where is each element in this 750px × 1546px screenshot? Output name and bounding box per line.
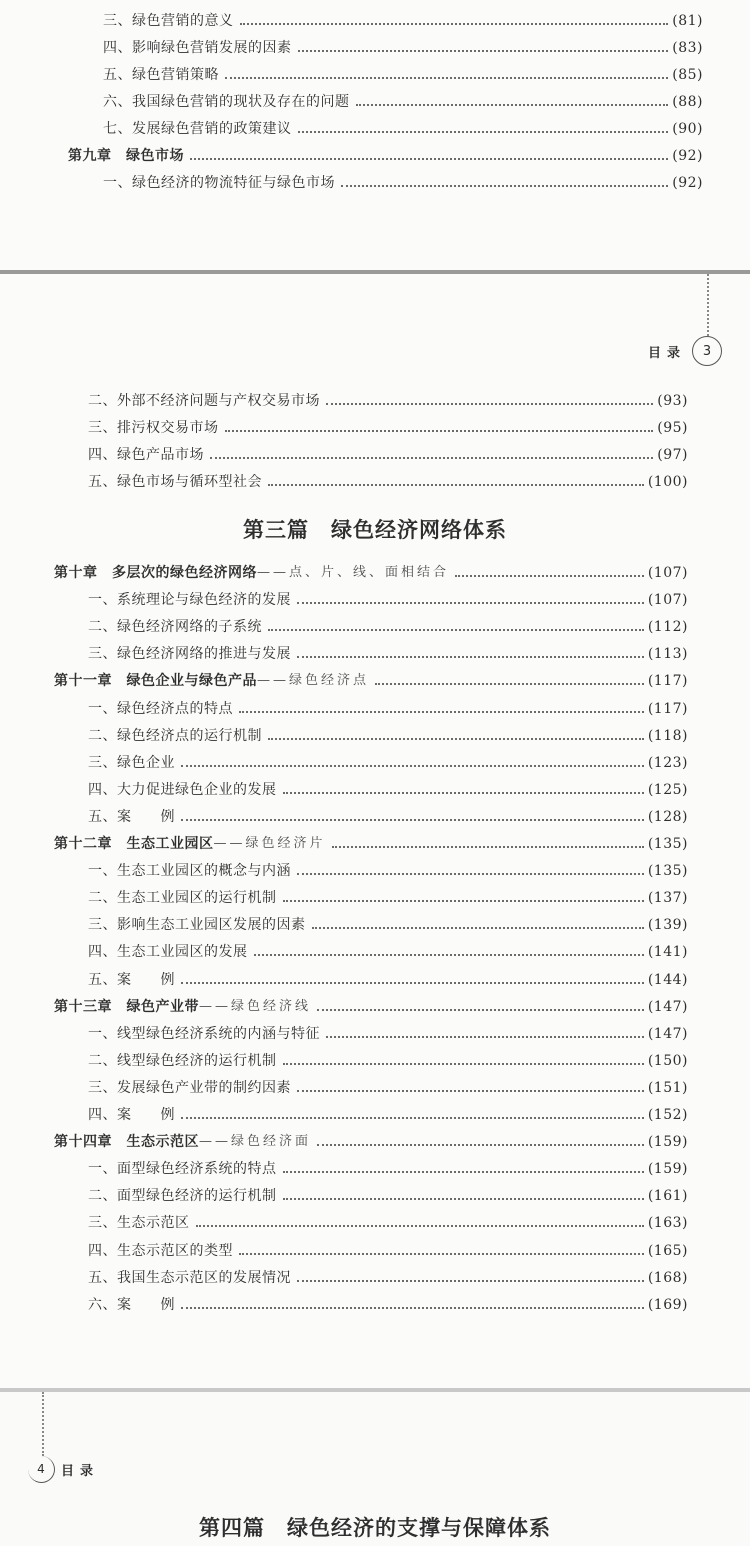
chapter-subtitle: ——绿色经济片 <box>213 836 326 851</box>
entry-page: (85) <box>672 67 703 83</box>
entry-label: 一、系统理论与绿色经济的发展 <box>88 592 291 609</box>
entry-page: (161) <box>647 1188 688 1205</box>
entry-label: 五、我国生态示范区的发展情况 <box>88 1269 291 1286</box>
entry-page: (152) <box>647 1107 688 1123</box>
leader-dots <box>297 873 644 875</box>
leader-dots <box>298 131 669 133</box>
entry-label: 四、生态示范区的类型 <box>88 1242 233 1259</box>
page-number-badge: 4 <box>28 1456 55 1483</box>
entry-label: 三、发展绿色产业带的制约因素 <box>88 1079 291 1096</box>
entry-label: 一、绿色经济的物流特征与绿色市场 <box>103 175 335 191</box>
entry-page: (93) <box>657 393 688 409</box>
entry-page: (117) <box>647 673 688 690</box>
entry-label: 二、外部不经济问题与产权交易市场 <box>88 393 320 409</box>
chapter-label: 第九章 绿色市场 <box>68 148 184 164</box>
toc-entry[interactable] <box>103 112 703 138</box>
entry-page: (123) <box>647 754 688 771</box>
toc-entry[interactable] <box>88 610 688 636</box>
toc-entry[interactable] <box>88 1288 688 1314</box>
entry-page: (112) <box>647 619 688 636</box>
entry-page: (139) <box>647 917 688 934</box>
leader-dots <box>181 819 644 821</box>
entry-page: (159) <box>647 1134 688 1151</box>
toc-chapter-entry[interactable] <box>54 990 688 1016</box>
toc-chapter-entry[interactable] <box>54 556 688 582</box>
entry-label: 三、绿色经济网络的推进与发展 <box>88 646 291 663</box>
header-title: 目录 <box>647 345 686 361</box>
entry-page: (128) <box>647 808 688 825</box>
toc-chapter-entry[interactable] <box>54 1125 688 1151</box>
toc-entry[interactable] <box>88 963 688 989</box>
chapter-label: 第十章 多层次的绿色经济网络 <box>54 565 257 581</box>
leader-dots <box>283 900 644 902</box>
leader-dots <box>181 765 644 767</box>
page-number-badge: 3 <box>692 336 722 366</box>
leader-dots <box>190 158 668 160</box>
entry-label: 二、生态工业园区的运行机制 <box>88 890 277 907</box>
toc-entry[interactable] <box>103 166 703 192</box>
toc-entry[interactable] <box>88 800 688 826</box>
leader-dots <box>341 185 668 187</box>
leader-dots <box>254 954 644 956</box>
entry-page: (81) <box>672 13 703 29</box>
entry-page: (88) <box>672 94 703 110</box>
toc-entry[interactable] <box>103 4 703 30</box>
entry-page: (92) <box>672 148 703 164</box>
toc-entry[interactable] <box>88 1261 688 1287</box>
entry-page: (159) <box>647 1161 688 1178</box>
entry-label: 五、案 例 <box>88 808 175 825</box>
entry-label: 五、绿色营销策略 <box>103 67 219 83</box>
leader-dots <box>375 683 644 685</box>
entry-page: (135) <box>647 863 688 880</box>
toc-entry[interactable] <box>88 1152 688 1178</box>
page-header <box>28 1456 99 1483</box>
entry-page: (137) <box>647 890 688 907</box>
entry-page: (95) <box>657 420 688 436</box>
entry-label: 一、生态工业园区的概念与内涵 <box>88 863 291 880</box>
leader-dots <box>225 77 668 79</box>
chapter-subtitle: ——绿色经济面 <box>199 1134 312 1150</box>
entry-page: (135) <box>647 836 688 852</box>
entry-page: (97) <box>657 447 688 463</box>
toc-entry[interactable] <box>103 85 703 111</box>
leader-dots <box>297 602 644 604</box>
entry-page: (141) <box>647 944 688 961</box>
chapter-label: 第十四章 生态示范区 <box>54 1134 199 1151</box>
entry-page: (151) <box>647 1079 688 1096</box>
entry-label: 四、绿色产品市场 <box>88 447 204 463</box>
entry-page: (113) <box>647 646 688 663</box>
toc-entry[interactable] <box>88 1206 688 1232</box>
entry-label: 一、面型绿色经济系统的特点 <box>88 1161 277 1178</box>
toc-entry[interactable] <box>88 1017 688 1043</box>
toc-chapter-entry[interactable] <box>54 664 688 690</box>
entry-page: (163) <box>647 1215 688 1232</box>
leader-dots <box>455 575 644 577</box>
entry-label: 三、生态示范区 <box>88 1215 190 1232</box>
toc-page <box>0 274 750 1391</box>
toc-entry[interactable] <box>88 692 688 718</box>
entry-page: (147) <box>647 998 688 1015</box>
entry-page: (107) <box>647 592 688 609</box>
entry-page: (147) <box>647 1025 688 1042</box>
chapter-label: 第十三章 绿色产业带 <box>54 998 199 1015</box>
toc-entry[interactable] <box>88 1234 688 1260</box>
leader-dots <box>298 50 669 52</box>
leader-dots <box>312 927 644 929</box>
toc-entry[interactable] <box>88 773 688 799</box>
entry-label: 四、大力促进绿色企业的发展 <box>88 781 277 798</box>
chapter-label: 第十一章 绿色企业与绿色产品 <box>54 673 257 690</box>
entry-label: 二、线型绿色经济的运行机制 <box>88 1052 277 1069</box>
toc-entry[interactable] <box>88 583 688 609</box>
leader-dots <box>181 982 644 984</box>
entry-label: 三、绿色营销的意义 <box>103 13 234 29</box>
entry-label: 三、绿色企业 <box>88 754 175 771</box>
entry-page: (92) <box>672 175 703 191</box>
toc-entry[interactable] <box>88 719 688 745</box>
leader-dots <box>283 1171 644 1173</box>
header-title: 目录 <box>61 1464 100 1479</box>
entry-label: 三、排污权交易市场 <box>88 420 219 436</box>
entry-label: 五、绿色市场与循环型社会 <box>88 474 262 490</box>
toc-entry[interactable] <box>88 854 688 880</box>
entry-label: 四、生态工业园区的发展 <box>88 944 248 961</box>
entry-page: (144) <box>647 971 688 988</box>
leader-dots <box>239 1253 644 1255</box>
toc-entry[interactable] <box>88 1098 688 1124</box>
toc-page-fragment-top <box>0 0 750 270</box>
leader-dots <box>283 792 644 794</box>
entry-page: (90) <box>672 121 703 137</box>
leader-dots <box>297 1280 644 1282</box>
leader-dots <box>332 846 644 848</box>
leader-dots <box>225 430 654 432</box>
page-header <box>648 336 722 366</box>
toc-page-fragment-bottom <box>0 1392 750 1546</box>
decorative-dotted-line <box>707 274 709 336</box>
toc-entry[interactable] <box>88 1179 688 1205</box>
chapter-subtitle: ——点、片、线、面相结合 <box>257 565 450 580</box>
entry-label: 六、我国绿色营销的现状及存在的问题 <box>103 94 350 110</box>
leader-dots <box>317 1144 644 1146</box>
entry-page: (118) <box>647 727 688 744</box>
entry-page: (169) <box>647 1296 688 1313</box>
leader-dots <box>239 711 644 713</box>
toc-chapter-entry[interactable] <box>68 139 703 165</box>
leader-dots <box>181 1117 644 1119</box>
toc-entry[interactable] <box>88 881 688 907</box>
toc-entry[interactable] <box>88 1071 688 1097</box>
leader-dots <box>210 457 653 459</box>
leader-dots <box>297 656 644 658</box>
entry-label: 六、案 例 <box>88 1296 175 1313</box>
part-title: 第四篇 绿色经济的支撑与保障体系 <box>199 1515 551 1540</box>
toc-entry[interactable] <box>88 465 688 491</box>
entry-label: 一、线型绿色经济系统的内涵与特征 <box>88 1025 320 1042</box>
leader-dots <box>196 1225 644 1227</box>
toc-entry[interactable] <box>88 384 688 410</box>
toc-entry[interactable] <box>88 1044 688 1070</box>
entry-page: (165) <box>647 1242 688 1259</box>
entry-page: (83) <box>672 40 703 56</box>
leader-dots <box>283 1063 644 1065</box>
toc-entry[interactable] <box>88 746 688 772</box>
decorative-dotted-line <box>42 1392 44 1456</box>
entry-page: (150) <box>647 1052 688 1069</box>
chapter-subtitle: ——绿色经济线 <box>199 998 312 1014</box>
entry-label: 二、绿色经济点的运行机制 <box>88 727 262 744</box>
entry-label: 二、面型绿色经济的运行机制 <box>88 1188 277 1205</box>
part-title: 第三篇 绿色经济网络体系 <box>243 517 507 542</box>
entry-page: (125) <box>647 781 688 798</box>
toc-chapter-entry[interactable] <box>54 827 688 853</box>
leader-dots <box>317 1009 644 1011</box>
entry-label: 四、影响绿色营销发展的因素 <box>103 40 292 56</box>
leader-dots <box>181 1307 644 1309</box>
chapter-subtitle: ——绿色经济点 <box>257 673 370 689</box>
leader-dots <box>268 629 644 631</box>
toc-entry[interactable] <box>88 438 688 464</box>
leader-dots <box>268 738 644 740</box>
entry-page: (100) <box>647 474 688 490</box>
entry-label: 三、影响生态工业园区发展的因素 <box>88 917 306 934</box>
toc-entry[interactable] <box>88 935 688 961</box>
entry-label: 五、案 例 <box>88 971 175 988</box>
entry-page: (168) <box>647 1269 688 1286</box>
leader-dots <box>356 104 669 106</box>
entry-page: (117) <box>647 700 688 717</box>
toc-entry[interactable] <box>88 637 688 663</box>
leader-dots <box>268 484 644 486</box>
entry-label: 二、绿色经济网络的子系统 <box>88 619 262 636</box>
entry-label: 一、绿色经济点的特点 <box>88 700 233 717</box>
entry-label: 四、案 例 <box>88 1107 175 1123</box>
leader-dots <box>326 1036 644 1038</box>
entry-page: (107) <box>647 565 688 581</box>
chapter-label: 第十二章 生态工业园区 <box>54 836 214 852</box>
toc-entry[interactable] <box>88 411 688 437</box>
entry-label: 七、发展绿色营销的政策建议 <box>103 121 292 137</box>
toc-entry[interactable] <box>103 58 703 84</box>
toc-entry[interactable] <box>88 908 688 934</box>
leader-dots <box>283 1198 644 1200</box>
toc-entry[interactable] <box>103 31 703 57</box>
leader-dots <box>297 1090 644 1092</box>
leader-dots <box>240 23 669 25</box>
leader-dots <box>326 403 653 405</box>
